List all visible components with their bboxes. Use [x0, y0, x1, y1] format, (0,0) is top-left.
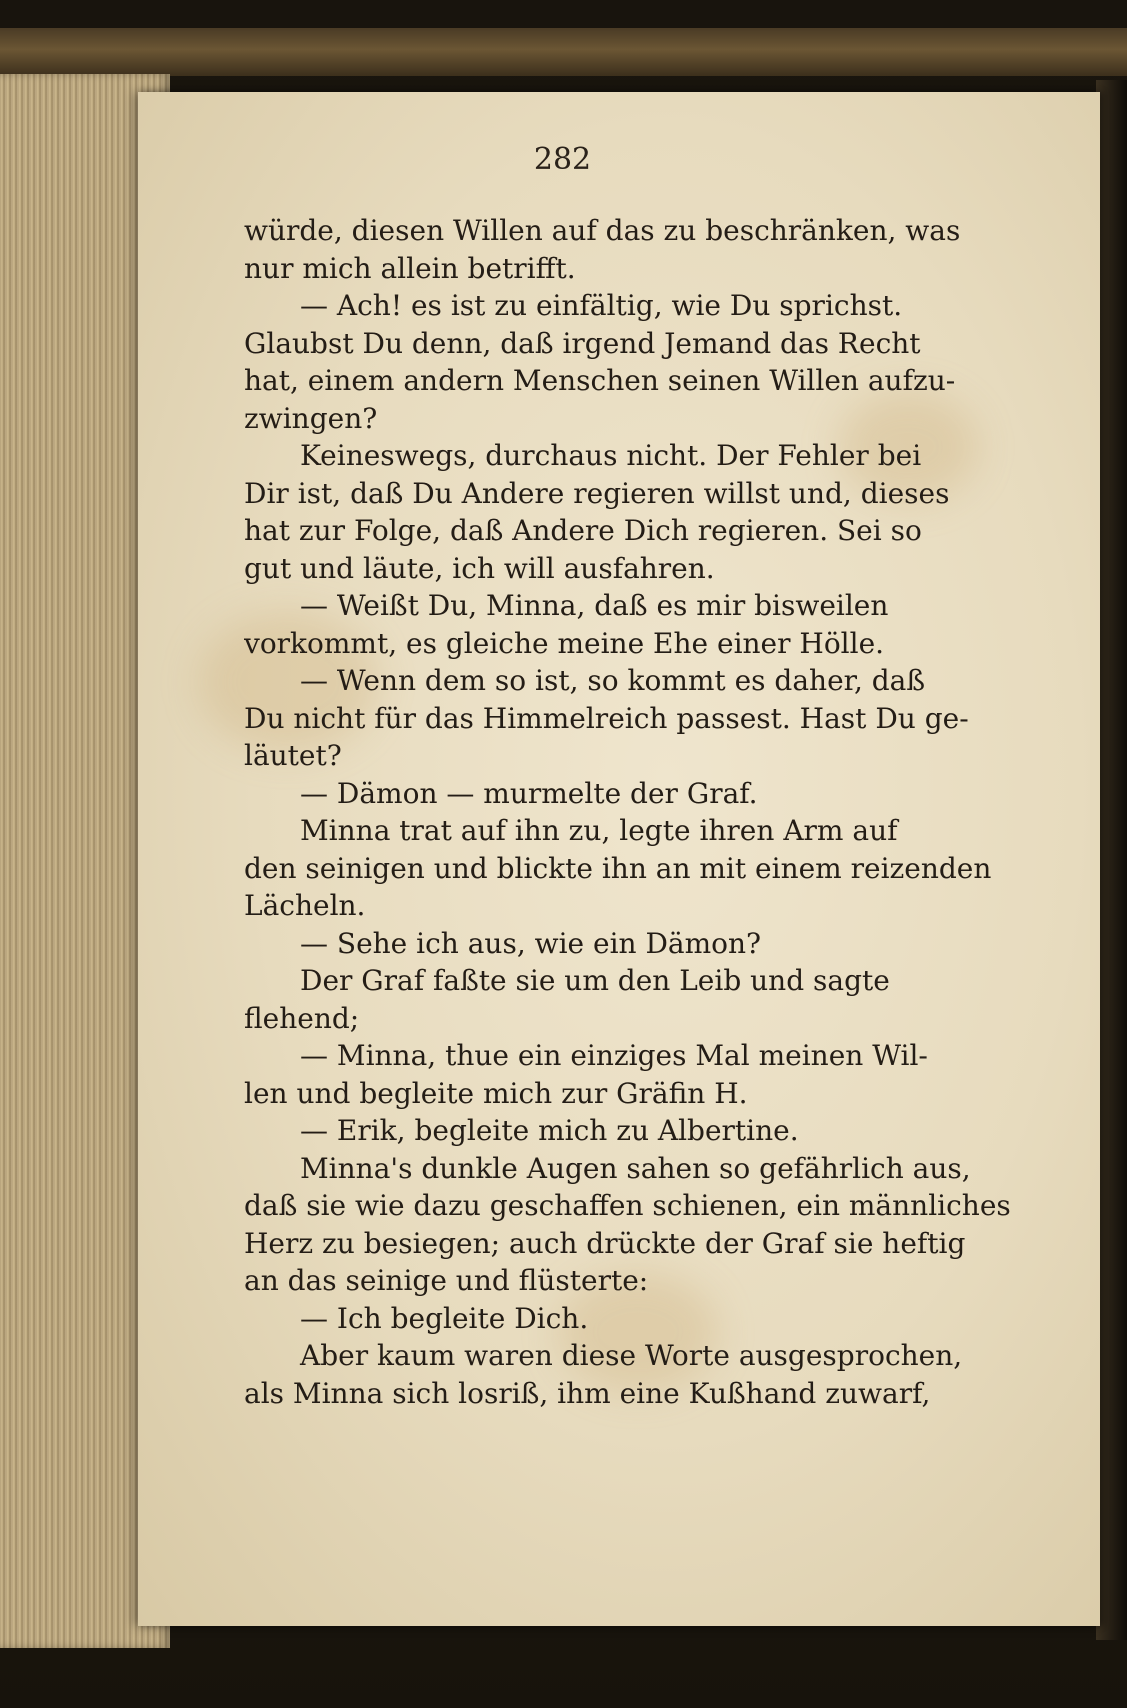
text-line: — Ach! es ist zu einfältig, wie Du sprichst.: [300, 289, 903, 322]
text-line: Minna's dunkle Augen sahen so gefährlich aus,: [300, 1151, 971, 1185]
page-text: [244, 212, 1054, 1412]
text-line: den seinigen und blickte ihn an mit einem reizenden: [244, 851, 992, 885]
text-line: Du nicht für das Himmelreich passest. Hast Du ge-: [244, 701, 969, 735]
text-line: hat zur Folge, daß Andere Dich regieren. Sei so: [244, 514, 922, 547]
text-line: Dir ist, daß Du Andere regieren willst und, dieses: [244, 476, 950, 510]
text-line: hat, einem andern Menschen seinen Willen aufzu-: [244, 364, 956, 397]
text-line: — Sehe ich aus, wie ein Dämon?: [300, 926, 762, 960]
text-line: zwingen?: [244, 401, 378, 435]
text-line: — Weißt Du, Minna, daß es mir bisweilen: [300, 589, 889, 622]
text-line: len und begleite mich zur Gräfin H.: [244, 1076, 748, 1110]
text-line: Lächeln.: [244, 889, 366, 922]
text-line: Keineswegs, durchaus nicht. Der Fehler bei: [300, 439, 922, 472]
book-spine-shadow: [1096, 80, 1127, 1640]
text-line: Der Graf faßte sie um den Leib und sagte: [300, 964, 890, 997]
text-line: — Dämon — murmelte der Graf.: [300, 776, 758, 810]
text-line: als Minna sich losriß, ihm eine Kußhand zuwarf,: [244, 1376, 931, 1410]
book-cover-edge: [0, 28, 1127, 76]
text-line: flehend;: [244, 1001, 360, 1035]
text-line: — Ich begleite Dich.: [300, 1301, 589, 1335]
text-line: Aber kaum waren diese Worte ausgesprochen,: [300, 1339, 963, 1372]
text-line: nur mich allein betrifft.: [244, 251, 576, 285]
text-line: Minna trat auf ihn zu, legte ihren Arm auf: [300, 814, 898, 847]
text-line: vorkommt, es gleiche meine Ehe einer Hölle.: [244, 626, 885, 660]
text-line: daß sie wie dazu geschaffen schienen, ein männliches: [244, 1189, 1011, 1222]
page-number: 282: [533, 142, 592, 177]
text-line: Herz zu besiegen; auch drückte der Graf sie heftig: [244, 1226, 966, 1260]
text-line: Glaubst Du denn, daß irgend Jemand das Recht: [244, 326, 921, 360]
text-line: — Erik, begleite mich zu Albertine.: [300, 1114, 799, 1147]
text-line: gut und läute, ich will ausfahren.: [244, 551, 715, 585]
text-line: — Minna, thue ein einziges Mal meinen Wil-: [300, 1039, 928, 1072]
text-line: würde, diesen Willen auf das zu beschränken, was: [244, 214, 961, 247]
text-line: an das seinige und flüsterte:: [244, 1264, 649, 1297]
text-line: läutet?: [244, 739, 342, 772]
text-line: — Wenn dem so ist, so kommt es daher, daß: [300, 664, 926, 697]
